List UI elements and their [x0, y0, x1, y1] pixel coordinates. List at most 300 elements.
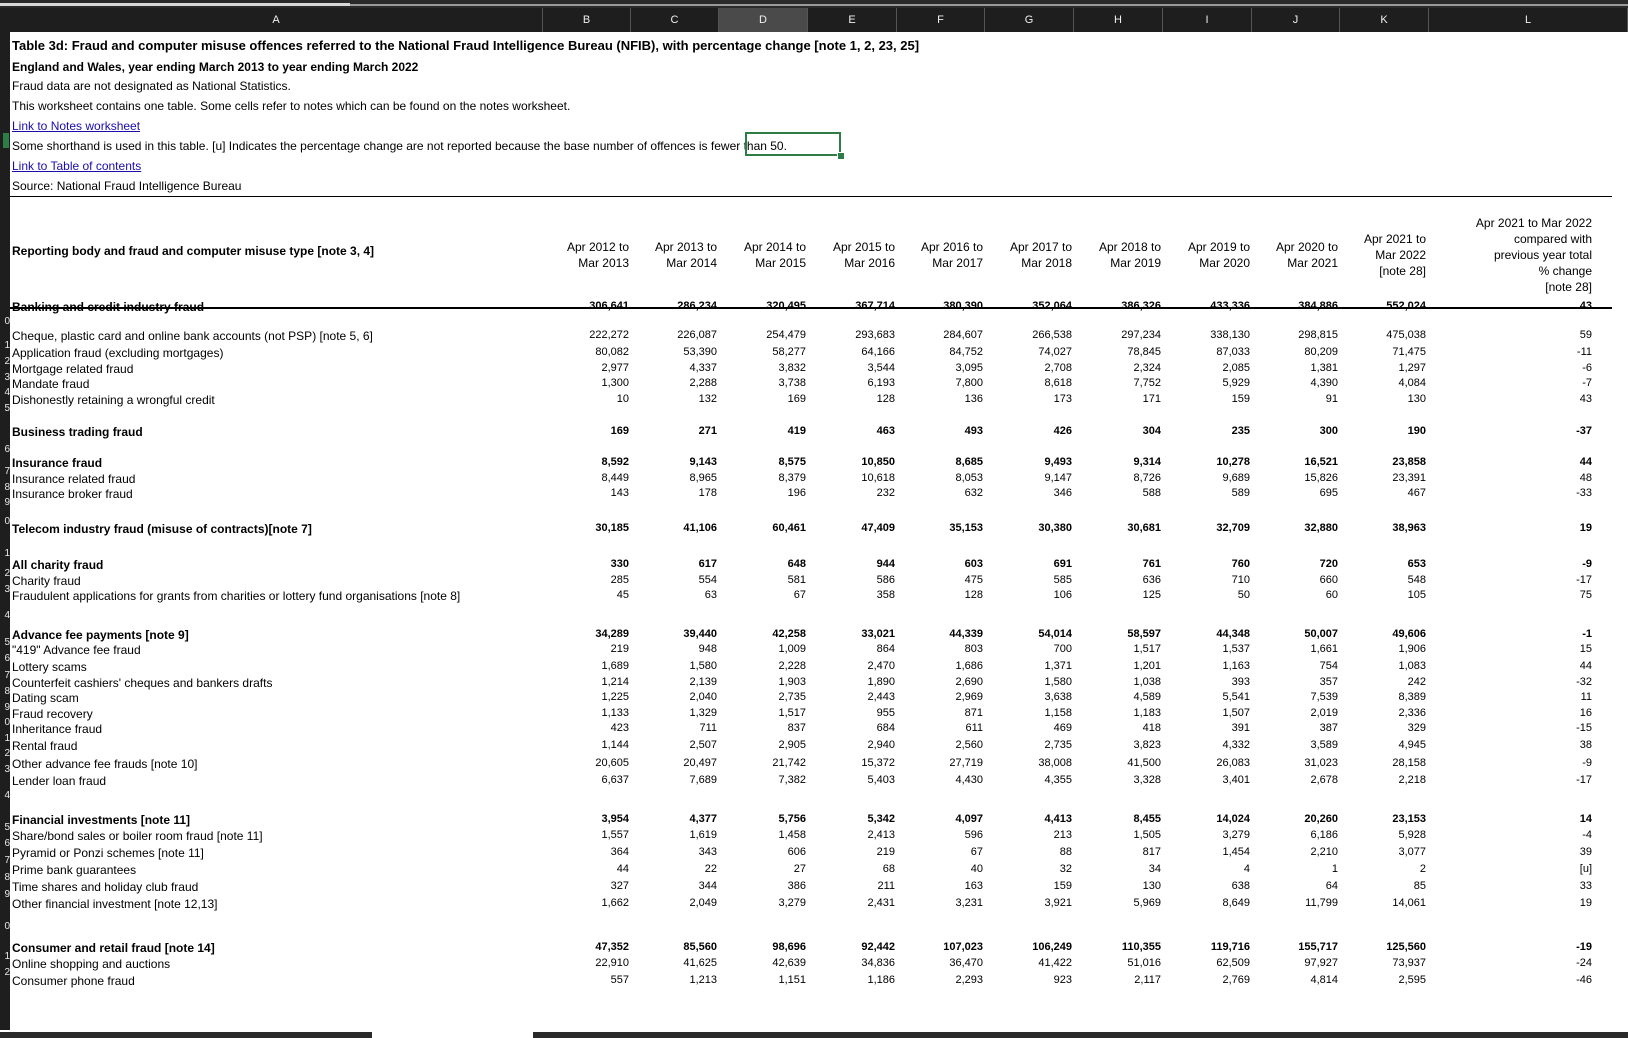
row-label[interactable]: Business trading fraud: [12, 425, 143, 439]
value-cell[interactable]: 23,391: [1392, 472, 1426, 484]
value-cell[interactable]: 2,413: [867, 829, 895, 841]
value-cell[interactable]: 344: [698, 880, 717, 892]
row-number[interactable]: 2: [4, 748, 10, 759]
value-cell[interactable]: 49,606: [1392, 628, 1426, 640]
value-cell[interactable]: 285: [610, 574, 629, 586]
value-cell[interactable]: 1,903: [778, 676, 806, 688]
value-cell[interactable]: 5,969: [1133, 897, 1161, 909]
row-number[interactable]: 3: [4, 372, 10, 383]
value-cell[interactable]: 87,033: [1216, 346, 1250, 358]
value-cell[interactable]: 9,143: [689, 456, 717, 468]
value-cell[interactable]: 88: [1059, 846, 1072, 858]
value-cell[interactable]: 1,686: [955, 660, 983, 672]
value-cell[interactable]: 1,329: [689, 707, 717, 719]
value-cell[interactable]: 298,815: [1298, 329, 1338, 341]
value-cell[interactable]: 5,929: [1222, 377, 1250, 389]
row-number[interactable]: 0: [4, 717, 10, 728]
value-cell[interactable]: 329: [1407, 722, 1426, 734]
row-label[interactable]: Insurance broker fraud: [12, 487, 133, 501]
value-cell[interactable]: 32: [1059, 863, 1072, 875]
value-cell[interactable]: 58,597: [1127, 628, 1161, 640]
value-cell[interactable]: 1,133: [601, 707, 629, 719]
value-cell[interactable]: 1,186: [867, 974, 895, 986]
percent-change-cell[interactable]: -9: [1582, 757, 1592, 769]
value-cell[interactable]: 110,355: [1121, 941, 1161, 953]
value-cell[interactable]: 343: [698, 846, 717, 858]
value-cell[interactable]: 3,231: [955, 897, 983, 909]
value-cell[interactable]: 2,085: [1222, 362, 1250, 374]
column-header-e[interactable]: E: [808, 8, 897, 32]
value-cell[interactable]: 9,493: [1044, 456, 1072, 468]
value-cell[interactable]: 20,497: [683, 757, 717, 769]
value-cell[interactable]: 53,390: [683, 346, 717, 358]
value-cell[interactable]: 1,201: [1133, 660, 1161, 672]
value-cell[interactable]: 8,575: [778, 456, 806, 468]
value-cell[interactable]: 5,541: [1222, 691, 1250, 703]
value-cell[interactable]: 2,905: [778, 739, 806, 751]
value-cell[interactable]: 1,689: [601, 660, 629, 672]
value-cell[interactable]: 7,689: [689, 774, 717, 786]
row-number[interactable]: 2: [4, 568, 10, 579]
value-cell[interactable]: 31,023: [1304, 757, 1338, 769]
value-cell[interactable]: 232: [876, 487, 895, 499]
value-cell[interactable]: 7,752: [1133, 377, 1161, 389]
row-number[interactable]: 0: [4, 316, 10, 327]
value-cell[interactable]: 4,430: [955, 774, 983, 786]
value-cell[interactable]: 8,649: [1222, 897, 1250, 909]
value-cell[interactable]: 4,332: [1222, 739, 1250, 751]
row-label[interactable]: Rental fraud: [12, 739, 78, 753]
value-cell[interactable]: 1,458: [778, 829, 806, 841]
value-cell[interactable]: 211: [877, 880, 895, 892]
value-cell[interactable]: 418: [1142, 722, 1161, 734]
value-cell[interactable]: 16,521: [1304, 456, 1338, 468]
value-cell[interactable]: 603: [964, 558, 983, 570]
value-cell[interactable]: 1,158: [1044, 707, 1072, 719]
row-number[interactable]: 3: [4, 584, 10, 595]
value-cell[interactable]: 3,954: [601, 813, 629, 825]
value-cell[interactable]: 4: [1243, 863, 1250, 875]
value-cell[interactable]: 78,845: [1127, 346, 1161, 358]
value-cell[interactable]: 9,314: [1133, 456, 1161, 468]
worksheet[interactable]: [10, 32, 1628, 1038]
value-cell[interactable]: 1,580: [1044, 676, 1072, 688]
value-cell[interactable]: 817: [1142, 846, 1161, 858]
value-cell[interactable]: 20,605: [595, 757, 629, 769]
column-header-l[interactable]: L: [1429, 8, 1628, 32]
value-cell[interactable]: 222,272: [589, 329, 629, 341]
value-cell[interactable]: 163: [964, 880, 983, 892]
value-cell[interactable]: 1,009: [778, 643, 806, 655]
horizontal-scrollbar-top[interactable]: [0, 3, 350, 6]
value-cell[interactable]: 64: [1325, 880, 1338, 892]
value-cell[interactable]: 6,637: [601, 774, 629, 786]
value-cell[interactable]: 387: [1319, 722, 1338, 734]
percent-change-cell[interactable]: -19: [1576, 941, 1592, 953]
percent-change-cell[interactable]: 16: [1579, 707, 1592, 719]
value-cell[interactable]: 3,279: [778, 897, 806, 909]
percent-change-cell[interactable]: -6: [1582, 362, 1592, 374]
value-cell[interactable]: 352,064: [1032, 300, 1072, 312]
percent-change-cell[interactable]: -9: [1582, 558, 1592, 570]
value-cell[interactable]: 98,696: [772, 941, 806, 953]
row-number[interactable]: 3: [4, 764, 10, 775]
value-cell[interactable]: 338,130: [1210, 329, 1250, 341]
value-cell[interactable]: 35,153: [949, 522, 983, 534]
value-cell[interactable]: 304: [1142, 425, 1161, 437]
table-of-contents-link[interactable]: Link to Table of contents: [12, 159, 142, 173]
percent-change-cell[interactable]: [u]: [1579, 863, 1592, 875]
value-cell[interactable]: 660: [1319, 574, 1338, 586]
value-cell[interactable]: 51,016: [1127, 957, 1161, 969]
percent-change-cell[interactable]: -33: [1576, 487, 1592, 499]
value-cell[interactable]: 105: [1407, 589, 1426, 601]
value-cell[interactable]: 143: [610, 487, 629, 499]
value-cell[interactable]: 125,560: [1386, 941, 1426, 953]
value-cell[interactable]: 34,289: [595, 628, 629, 640]
row-label[interactable]: Dishonestly retaining a wrongful credit: [12, 393, 215, 407]
value-cell[interactable]: 80,082: [595, 346, 629, 358]
value-cell[interactable]: 10,278: [1216, 456, 1250, 468]
value-cell[interactable]: 327: [610, 880, 629, 892]
value-cell[interactable]: 85: [1413, 880, 1426, 892]
value-cell[interactable]: 293,683: [855, 329, 895, 341]
value-cell[interactable]: 40: [970, 863, 983, 875]
value-cell[interactable]: 1,371: [1044, 660, 1072, 672]
value-cell[interactable]: 3,095: [955, 362, 983, 374]
value-cell[interactable]: 684: [876, 722, 895, 734]
row-label[interactable]: Financial investments [note 11]: [12, 813, 191, 827]
value-cell[interactable]: 21,742: [772, 757, 806, 769]
value-cell[interactable]: 469: [1053, 722, 1072, 734]
value-cell[interactable]: 3,921: [1044, 897, 1072, 909]
row-number[interactable]: 2: [4, 967, 10, 978]
value-cell[interactable]: 8,379: [778, 472, 806, 484]
value-cell[interactable]: 557: [610, 974, 629, 986]
value-cell[interactable]: 711: [699, 722, 717, 734]
row-label[interactable]: Online shopping and auctions: [12, 957, 171, 971]
percent-change-cell[interactable]: -15: [1576, 722, 1592, 734]
row-label[interactable]: Counterfeit cashiers' cheques and bankers drafts: [12, 676, 273, 690]
value-cell[interactable]: 691: [1053, 558, 1072, 570]
value-cell[interactable]: 38,008: [1038, 757, 1072, 769]
value-cell[interactable]: 190: [1407, 425, 1426, 437]
value-cell[interactable]: 1,083: [1398, 660, 1426, 672]
value-cell[interactable]: 4,084: [1398, 377, 1426, 389]
value-cell[interactable]: 700: [1053, 643, 1072, 655]
value-cell[interactable]: 226,087: [677, 329, 717, 341]
value-cell[interactable]: 27: [793, 863, 806, 875]
value-cell[interactable]: 357: [1319, 676, 1338, 688]
percent-change-cell[interactable]: -4: [1582, 829, 1592, 841]
value-cell[interactable]: 91: [1325, 393, 1338, 405]
value-cell[interactable]: 128: [964, 589, 983, 601]
value-cell[interactable]: 28,158: [1392, 757, 1426, 769]
value-cell[interactable]: 254,479: [766, 329, 806, 341]
percent-change-cell[interactable]: -7: [1582, 377, 1592, 389]
value-cell[interactable]: 20,260: [1304, 813, 1338, 825]
value-cell[interactable]: 1,507: [1222, 707, 1250, 719]
value-cell[interactable]: 391: [1231, 722, 1250, 734]
value-cell[interactable]: 15,372: [861, 757, 895, 769]
percent-change-cell[interactable]: -11: [1576, 346, 1592, 358]
row-number[interactable]: 8: [4, 872, 10, 883]
value-cell[interactable]: 1,163: [1222, 660, 1250, 672]
value-cell[interactable]: 695: [1319, 487, 1338, 499]
value-cell[interactable]: 178: [698, 487, 717, 499]
row-label[interactable]: Inheritance fraud: [12, 722, 103, 736]
value-cell[interactable]: 8,592: [601, 456, 629, 468]
value-cell[interactable]: 944: [876, 558, 895, 570]
row-label[interactable]: Other advance fee frauds [note 10]: [12, 757, 198, 771]
fill-handle[interactable]: [837, 152, 845, 160]
value-cell[interactable]: 14,061: [1392, 897, 1426, 909]
column-header-g[interactable]: G: [985, 8, 1074, 32]
value-cell[interactable]: 30,380: [1038, 522, 1072, 534]
value-cell[interactable]: 30,681: [1127, 522, 1161, 534]
value-cell[interactable]: 864: [876, 643, 895, 655]
value-cell[interactable]: 219: [876, 846, 895, 858]
percent-change-cell[interactable]: 44: [1579, 456, 1592, 468]
row-number[interactable]: 7: [4, 855, 10, 866]
row-number[interactable]: 2: [4, 356, 10, 367]
value-cell[interactable]: 4,097: [955, 813, 983, 825]
value-cell[interactable]: 33,021: [861, 628, 895, 640]
percent-change-cell[interactable]: -46: [1576, 974, 1592, 986]
row-label[interactable]: Dating scam: [12, 691, 79, 705]
value-cell[interactable]: 3,077: [1398, 846, 1426, 858]
value-cell[interactable]: 1,183: [1133, 707, 1161, 719]
percent-change-cell[interactable]: -24: [1576, 957, 1592, 969]
value-cell[interactable]: 14,024: [1216, 813, 1250, 825]
value-cell[interactable]: 10: [616, 393, 629, 405]
row-number[interactable]: 7: [4, 670, 10, 681]
value-cell[interactable]: 41,422: [1038, 957, 1072, 969]
value-cell[interactable]: 330: [610, 558, 629, 570]
row-number[interactable]: 6: [4, 653, 10, 664]
value-cell[interactable]: 1,619: [689, 829, 717, 841]
value-cell[interactable]: 169: [610, 425, 629, 437]
row-label[interactable]: Pyramid or Ponzi schemes [note 11]: [12, 846, 204, 860]
value-cell[interactable]: 4,589: [1133, 691, 1161, 703]
value-cell[interactable]: 2,228: [778, 660, 806, 672]
value-cell[interactable]: 41,106: [683, 522, 717, 534]
value-cell[interactable]: 4,814: [1310, 974, 1338, 986]
value-cell[interactable]: 50,007: [1304, 628, 1338, 640]
row-number[interactable]: 4: [4, 610, 10, 621]
value-cell[interactable]: 58,277: [772, 346, 806, 358]
value-cell[interactable]: 23,153: [1392, 813, 1426, 825]
value-cell[interactable]: 32,880: [1304, 522, 1338, 534]
value-cell[interactable]: 923: [1053, 974, 1072, 986]
value-cell[interactable]: 47,352: [595, 941, 629, 953]
value-cell[interactable]: 467: [1407, 487, 1426, 499]
value-cell[interactable]: 423: [610, 722, 629, 734]
value-cell[interactable]: 386: [787, 880, 806, 892]
value-cell[interactable]: 9,689: [1222, 472, 1250, 484]
percent-change-cell[interactable]: 11: [1580, 691, 1592, 703]
value-cell[interactable]: 235: [1231, 425, 1250, 437]
value-cell[interactable]: 67: [793, 589, 806, 601]
row-number[interactable]: 4: [4, 387, 10, 398]
value-cell[interactable]: 54,014: [1038, 628, 1072, 640]
value-cell[interactable]: 554: [698, 574, 717, 586]
value-cell[interactable]: 3,401: [1222, 774, 1250, 786]
percent-change-cell[interactable]: 59: [1579, 329, 1592, 341]
row-label[interactable]: Application fraud (excluding mortgages): [12, 346, 224, 360]
value-cell[interactable]: 9,147: [1044, 472, 1072, 484]
value-cell[interactable]: 39,440: [683, 628, 717, 640]
row-number[interactable]: 1: [4, 548, 10, 559]
value-cell[interactable]: 2,940: [867, 739, 895, 751]
value-cell[interactable]: 1,038: [1133, 676, 1161, 688]
value-cell[interactable]: 2,049: [689, 897, 717, 909]
column-header-k[interactable]: K: [1340, 8, 1429, 32]
value-cell[interactable]: 213: [1053, 829, 1072, 841]
row-label[interactable]: Time shares and holiday club fraud: [12, 880, 199, 894]
value-cell[interactable]: 2,595: [1398, 974, 1426, 986]
row-number[interactable]: 9: [4, 497, 10, 508]
value-cell[interactable]: 493: [964, 425, 983, 437]
row-number[interactable]: 4: [4, 790, 10, 801]
row-label[interactable]: Cheque, plastic card and online bank accounts (not PSP) [note 5, 6]: [12, 329, 373, 343]
percent-change-cell[interactable]: 39: [1579, 846, 1592, 858]
value-cell[interactable]: 638: [1231, 880, 1250, 892]
value-cell[interactable]: 548: [1407, 574, 1426, 586]
row-number[interactable]: 9: [4, 889, 10, 900]
value-cell[interactable]: 475: [964, 574, 983, 586]
value-cell[interactable]: 5,756: [778, 813, 806, 825]
value-cell[interactable]: 4,377: [689, 813, 717, 825]
column-header-b[interactable]: B: [543, 8, 631, 32]
value-cell[interactable]: 2,560: [955, 739, 983, 751]
percent-change-cell[interactable]: 44: [1579, 660, 1592, 672]
row-label[interactable]: All charity fraud: [12, 558, 104, 572]
value-cell[interactable]: 22: [704, 863, 717, 875]
value-cell[interactable]: 761: [1142, 558, 1161, 570]
value-cell[interactable]: 871: [964, 707, 983, 719]
value-cell[interactable]: 754: [1319, 660, 1338, 672]
value-cell[interactable]: 3,589: [1310, 739, 1338, 751]
row-number[interactable]: 1: [4, 340, 10, 351]
percent-change-cell[interactable]: 14: [1579, 813, 1592, 825]
value-cell[interactable]: 3,823: [1133, 739, 1161, 751]
value-cell[interactable]: 297,234: [1121, 329, 1161, 341]
value-cell[interactable]: 34,836: [861, 957, 895, 969]
row-label[interactable]: Insurance related fraud: [12, 472, 136, 486]
value-cell[interactable]: 67: [970, 846, 983, 858]
value-cell[interactable]: 196: [787, 487, 806, 499]
value-cell[interactable]: 5,928: [1398, 829, 1426, 841]
value-cell[interactable]: 2,969: [955, 691, 983, 703]
value-cell[interactable]: 38,963: [1392, 522, 1426, 534]
row-label[interactable]: "419" Advance fee fraud: [12, 643, 141, 657]
value-cell[interactable]: 128: [876, 393, 895, 405]
value-cell[interactable]: 84,752: [949, 346, 983, 358]
value-cell[interactable]: 92,442: [861, 941, 895, 953]
value-cell[interactable]: 26,083: [1216, 757, 1250, 769]
value-cell[interactable]: 271: [698, 425, 717, 437]
value-cell[interactable]: 80,209: [1304, 346, 1338, 358]
row-number[interactable]: 8: [4, 686, 10, 697]
value-cell[interactable]: 2,210: [1310, 846, 1338, 858]
value-cell[interactable]: 2,690: [955, 676, 983, 688]
value-cell[interactable]: 632: [964, 487, 983, 499]
value-cell[interactable]: 803: [964, 643, 983, 655]
value-cell[interactable]: 159: [1053, 880, 1072, 892]
value-cell[interactable]: 171: [1142, 393, 1161, 405]
value-cell[interactable]: 2,040: [689, 691, 717, 703]
value-cell[interactable]: 266,538: [1032, 329, 1072, 341]
value-cell[interactable]: 284,607: [943, 329, 983, 341]
value-cell[interactable]: 62,509: [1216, 957, 1250, 969]
value-cell[interactable]: 60: [1325, 589, 1338, 601]
value-cell[interactable]: 64,166: [861, 346, 895, 358]
value-cell[interactable]: 107,023: [943, 941, 983, 953]
value-cell[interactable]: 606: [787, 846, 806, 858]
sheet-tabs-area[interactable]: [0, 1032, 372, 1038]
value-cell[interactable]: 3,738: [778, 377, 806, 389]
value-cell[interactable]: 42,258: [772, 628, 806, 640]
value-cell[interactable]: 7,539: [1310, 691, 1338, 703]
percent-change-cell[interactable]: 33: [1579, 880, 1592, 892]
row-number[interactable]: 5: [4, 822, 10, 833]
value-cell[interactable]: 948: [698, 643, 717, 655]
row-label[interactable]: Advance fee payments [note 9]: [12, 628, 189, 642]
value-cell[interactable]: 955: [876, 707, 895, 719]
value-cell[interactable]: 15,826: [1304, 472, 1338, 484]
value-cell[interactable]: 1,890: [867, 676, 895, 688]
value-cell[interactable]: 2,470: [867, 660, 895, 672]
value-cell[interactable]: 130: [1142, 880, 1161, 892]
percent-change-cell[interactable]: 19: [1579, 522, 1592, 534]
value-cell[interactable]: 1,517: [778, 707, 806, 719]
value-cell[interactable]: 585: [1053, 574, 1072, 586]
value-cell[interactable]: 5,403: [867, 774, 895, 786]
value-cell[interactable]: 720: [1319, 558, 1338, 570]
row-number[interactable]: 7: [4, 466, 10, 477]
value-cell[interactable]: 27,719: [949, 757, 983, 769]
value-cell[interactable]: 8,389: [1398, 691, 1426, 703]
percent-change-cell[interactable]: -17: [1576, 774, 1592, 786]
value-cell[interactable]: 636: [1142, 574, 1161, 586]
value-cell[interactable]: 1,213: [689, 974, 717, 986]
value-cell[interactable]: 433,336: [1210, 300, 1250, 312]
value-cell[interactable]: 1,662: [601, 897, 629, 909]
value-cell[interactable]: 44: [616, 863, 629, 875]
value-cell[interactable]: 45: [616, 589, 629, 601]
value-cell[interactable]: 2,735: [778, 691, 806, 703]
value-cell[interactable]: 159: [1231, 393, 1250, 405]
value-cell[interactable]: 41,500: [1127, 757, 1161, 769]
selected-cell[interactable]: [745, 132, 841, 156]
value-cell[interactable]: 3,279: [1222, 829, 1250, 841]
row-number[interactable]: 1: [4, 951, 10, 962]
value-cell[interactable]: 125: [1142, 589, 1161, 601]
value-cell[interactable]: 2,288: [689, 377, 717, 389]
value-cell[interactable]: 4,390: [1310, 377, 1338, 389]
value-cell[interactable]: 2,139: [689, 676, 717, 688]
value-cell[interactable]: 8,449: [601, 472, 629, 484]
value-cell[interactable]: 306,641: [589, 300, 629, 312]
value-cell[interactable]: 44,339: [949, 628, 983, 640]
value-cell[interactable]: 589: [1231, 487, 1250, 499]
row-number[interactable]: 1: [4, 733, 10, 744]
value-cell[interactable]: 2,218: [1398, 774, 1426, 786]
value-cell[interactable]: 3,832: [778, 362, 806, 374]
value-cell[interactable]: 837: [787, 722, 806, 734]
value-cell[interactable]: 475,038: [1386, 329, 1426, 341]
